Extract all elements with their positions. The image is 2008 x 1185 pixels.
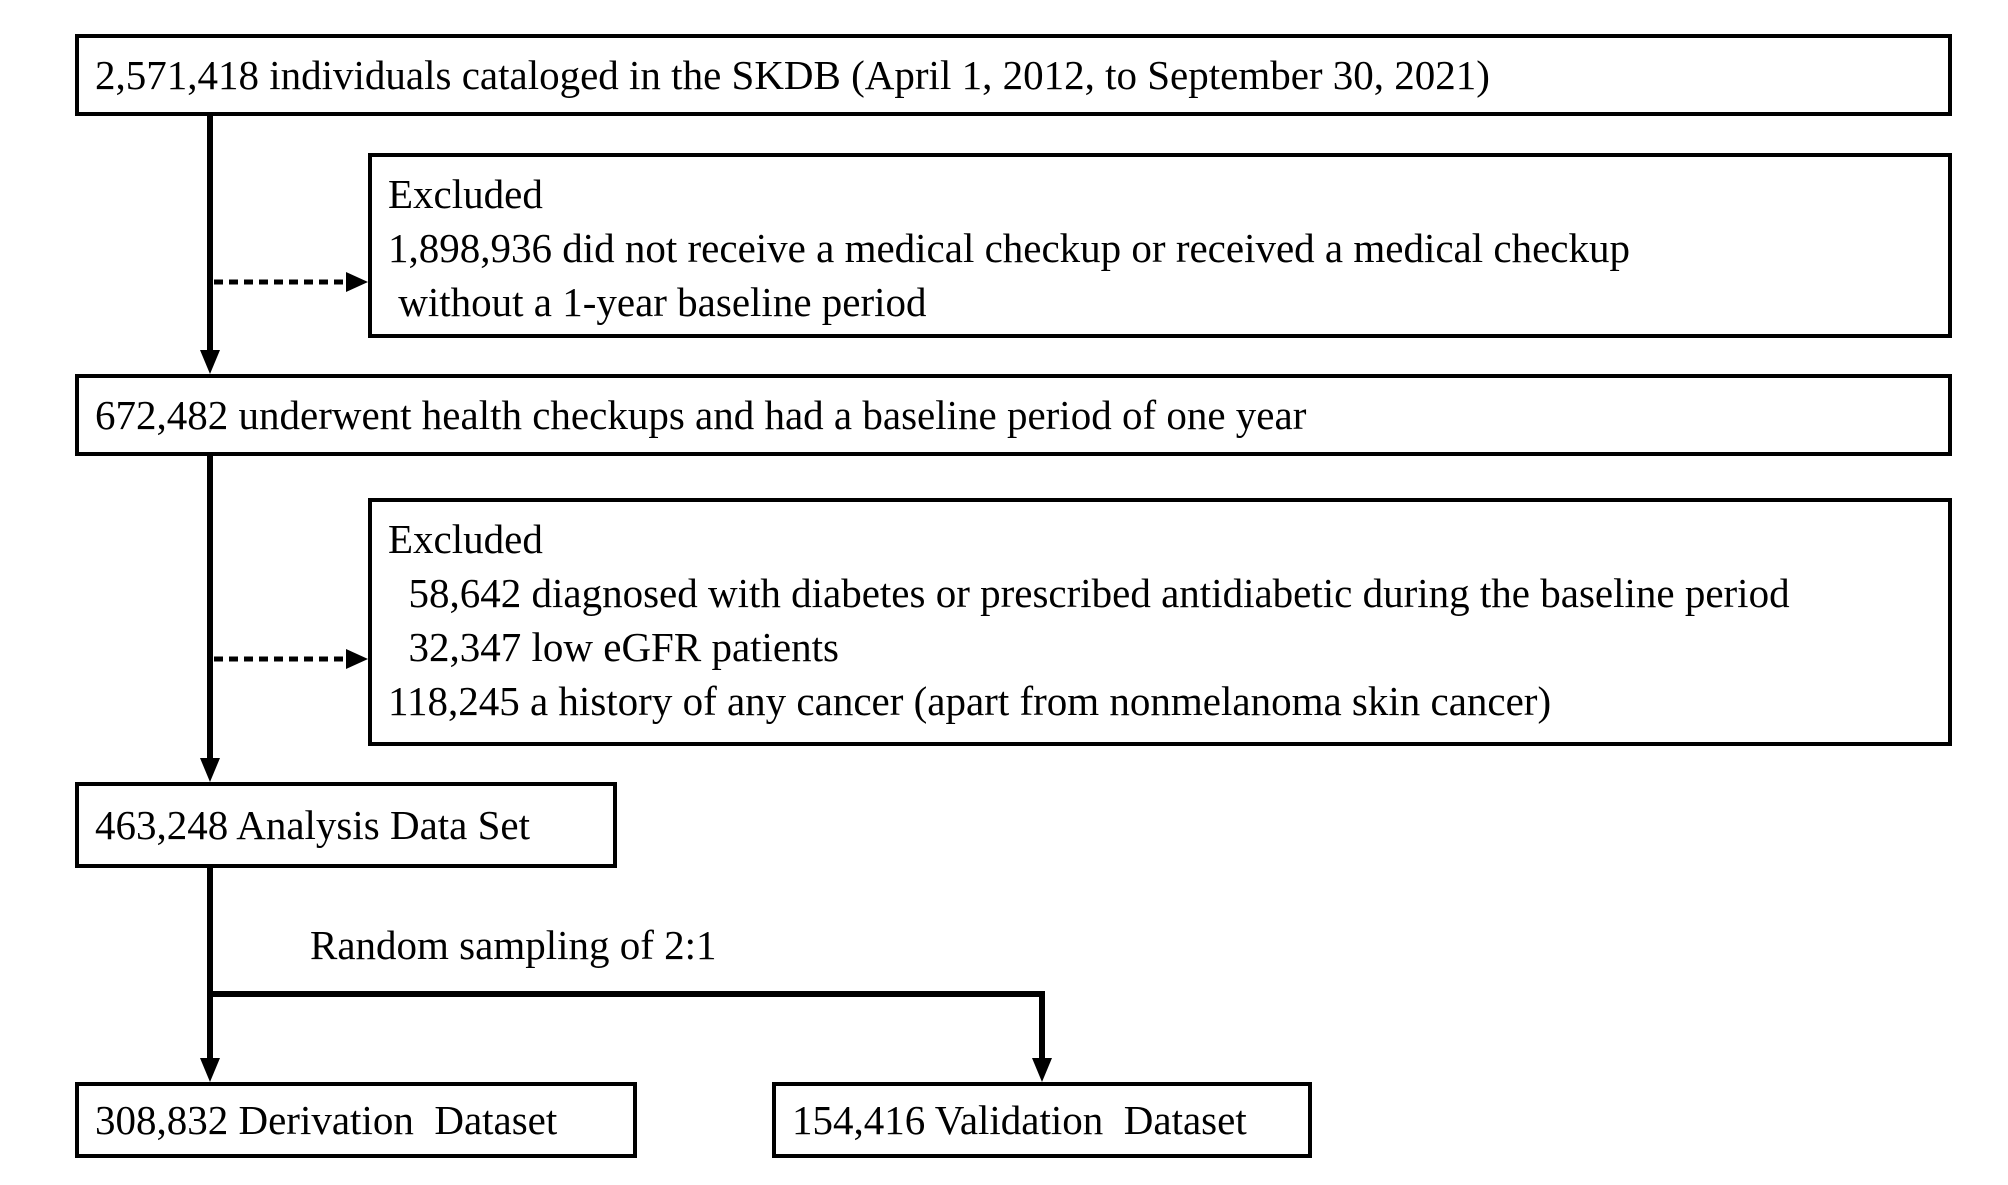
excluded-2-line-1: 58,642 diagnosed with diabetes or prescribed antidiabetic during the baseline period: [388, 570, 1790, 616]
arrowhead-derivation: [200, 1058, 220, 1082]
excluded-1-line-1: 1,898,936 did not receive a medical checkup or received a medical checkup: [388, 225, 1630, 271]
arrowhead-analysis: [200, 758, 220, 782]
excluded-2-heading: Excluded: [388, 516, 543, 562]
analysis-dataset-box: [75, 782, 617, 868]
arrowhead-excluded2: [346, 649, 368, 669]
health-checkup-box: [75, 374, 1952, 456]
total-population-box: [75, 34, 1952, 116]
excluded-2-line-2: 32,347 low eGFR patients: [388, 624, 839, 670]
derivation-dataset-text: 308,832 Derivation Dataset: [95, 1097, 558, 1143]
validation-dataset-text: 154,416 Validation Dataset: [792, 1097, 1247, 1143]
excluded-box-1: [368, 153, 1952, 338]
health-checkup-text: 672,482 underwent health checkups and had a baseline period of one year: [95, 392, 1307, 438]
arrowhead-validation: [1032, 1058, 1052, 1082]
excluded-1-line-2: without a 1-year baseline period: [388, 279, 927, 325]
excluded-box-2: [368, 498, 1952, 746]
arrow-branch-to-validation: [210, 994, 1042, 1064]
validation-dataset-box: [772, 1082, 1312, 1158]
arrowhead-checkup: [200, 350, 220, 374]
excluded-2-line-3: 118,245 a history of any cancer (apart from nonmelanoma skin cancer): [388, 678, 1552, 724]
excluded-1-heading: Excluded: [388, 171, 543, 217]
arrowhead-excluded1: [346, 272, 368, 292]
derivation-dataset-box: [75, 1082, 637, 1158]
analysis-dataset-text: 463,248 Analysis Data Set: [95, 802, 531, 848]
total-population-text: 2,571,418 individuals cataloged in the SKDB (April 1, 2012, to September 30, 2021): [95, 52, 1490, 98]
random-sampling-label: Random sampling of 2:1: [310, 922, 717, 968]
